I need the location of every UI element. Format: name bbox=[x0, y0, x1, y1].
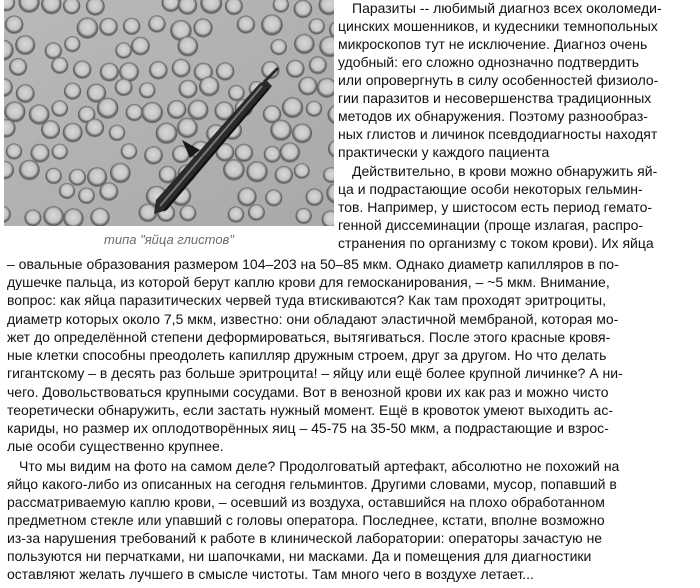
blood-cell bbox=[121, 143, 138, 160]
blood-cell bbox=[115, 78, 133, 96]
text-line: Паразиты -- любимый диагноз всех околомеди- bbox=[352, 0, 662, 16]
blood-cell bbox=[110, 163, 131, 184]
blood-cell bbox=[19, 160, 40, 181]
blood-cell bbox=[141, 102, 163, 124]
text-line: душечке пальца, из которой берут каплю крови для гемосканирования, – ~5 мкм. Внимание, bbox=[7, 274, 610, 290]
blood-cell bbox=[172, 59, 191, 78]
text-line: тов. Например, у шистосом есть период гемато- bbox=[338, 199, 653, 215]
blood-cell bbox=[59, 183, 75, 199]
blood-cell bbox=[73, 61, 92, 80]
blood-cell bbox=[264, 146, 281, 163]
blood-cell bbox=[63, 123, 83, 143]
blood-cell bbox=[24, 210, 41, 227]
blood-cell bbox=[294, 0, 313, 19]
blood-cell bbox=[298, 77, 317, 96]
blood-cell bbox=[51, 100, 68, 117]
blood-cell bbox=[308, 18, 325, 35]
blood-cell bbox=[64, 83, 81, 100]
blood-cell bbox=[52, 144, 68, 160]
blood-cell bbox=[78, 188, 95, 205]
blood-cell bbox=[30, 144, 49, 163]
blood-cell bbox=[282, 97, 303, 118]
blood-cell bbox=[16, 84, 35, 103]
blood-cell bbox=[294, 163, 310, 179]
blood-cell bbox=[223, 159, 245, 181]
blood-cell bbox=[246, 161, 268, 183]
text-line: диаметр которых около 7,5 мкм, известно: они обладают эластичной мембраной, которая мо- bbox=[7, 311, 619, 327]
blood-cell bbox=[280, 142, 301, 163]
text-line: цинских мошенников, и кудесники темнопольных bbox=[338, 18, 658, 34]
figure bbox=[4, 0, 334, 250]
blood-cell bbox=[77, 17, 99, 39]
blood-cell bbox=[179, 80, 198, 99]
text-line: яйцо какого-либо из описанных на сегодня гельминтов. Другими словами, мусор, попавший в bbox=[7, 476, 617, 492]
text-line: жет до определённой степени деформироваться, вытягиваться. После этого красные кровя- bbox=[7, 329, 611, 345]
blood-cell bbox=[99, 182, 118, 201]
blood-cell bbox=[275, 166, 293, 184]
blood-cell bbox=[156, 122, 178, 144]
blood-cell bbox=[294, 34, 315, 55]
blood-cell bbox=[270, 120, 292, 142]
blood-cell bbox=[305, 188, 323, 206]
blood-cell bbox=[295, 208, 311, 224]
blood-cell bbox=[286, 60, 305, 79]
blood-cell bbox=[228, 85, 245, 102]
blood-cell bbox=[265, 189, 282, 206]
blood-cell bbox=[115, 42, 132, 59]
blood-cell bbox=[85, 119, 104, 138]
text-line: предметном стекле или упавший с головы оператора. Последнее, кстати, вполне возможно bbox=[7, 512, 605, 528]
text-line: оставляют желать лучшего в смысле чистоты. Там много чего в воздухе летает... bbox=[7, 566, 534, 582]
blood-cell bbox=[237, 16, 255, 34]
blood-cell bbox=[193, 18, 212, 37]
blood-cell bbox=[177, 36, 198, 57]
blood-cell bbox=[199, 76, 219, 96]
text-line: гигантскому – в десять раз больше эритроцита! – яйцу или ещё более крупной личинке? А ни- bbox=[7, 365, 623, 381]
blood-cell bbox=[15, 35, 35, 55]
blood-cell bbox=[309, 56, 327, 74]
text-line: Что мы видим на фото на самом деле? Продолговатый артефакт, абсолютно не похожий на bbox=[19, 458, 620, 474]
text-line: кариды, но размер их оплодотворённых яиц – 45-75 на 35-50 мкм, а подрастающие и взрос- bbox=[7, 420, 609, 436]
blood-cell bbox=[43, 206, 64, 226]
text-line: методов их обнаружения. Поэтому разнообраз- bbox=[338, 108, 648, 124]
blood-cell bbox=[97, 98, 119, 120]
text-line: странения по организму с током крови). Их яйца bbox=[338, 235, 654, 251]
text-line: ных глистов и личинок псевдодиагносты находят bbox=[338, 126, 658, 142]
text-line: ца и подрастающие особи некоторых гельмин- bbox=[338, 181, 643, 197]
blood-cell bbox=[131, 37, 150, 56]
blood-cell bbox=[248, 204, 265, 221]
blood-cell bbox=[144, 146, 163, 165]
blood-cell bbox=[69, 169, 86, 186]
blood-cell bbox=[180, 205, 197, 222]
blood-cell bbox=[292, 123, 312, 143]
blood-cell bbox=[109, 125, 126, 142]
blood-cell bbox=[99, 18, 118, 37]
blood-cell bbox=[123, 18, 141, 36]
blood-cell bbox=[228, 206, 245, 223]
blood-cell bbox=[237, 187, 256, 206]
blood-cell bbox=[149, 61, 168, 80]
text-line: микроскопов тут не исключение. Диагноз очень bbox=[338, 36, 648, 52]
blood-cell bbox=[188, 100, 209, 121]
blood-cell bbox=[235, 144, 254, 163]
blood-cell bbox=[100, 63, 119, 82]
blood-cell bbox=[5, 15, 24, 34]
text-line: или опровергнуть в силу особенностей физиоло- bbox=[338, 72, 659, 88]
text-line: чего. Довольствоваться крупными сосудами. Вот в венозной крови их как раз и можно чисто bbox=[7, 384, 609, 400]
blood-cell bbox=[41, 120, 60, 139]
blood-cell bbox=[306, 101, 322, 117]
blood-cell bbox=[45, 168, 62, 185]
text-line: пользуются ни перчатками, ни шапочками, ни масками. Да и помещения для диагностики bbox=[7, 548, 592, 564]
text-line: из-за нарушения требований к работе в клинической лаборатории: операторы зачастую не bbox=[7, 530, 603, 546]
blood-cell bbox=[126, 104, 144, 122]
text-line: удобный: его сложно однозначно подтвердить bbox=[338, 54, 640, 70]
blood-cell bbox=[270, 39, 287, 56]
microscope-photo bbox=[4, 0, 334, 226]
blood-cell bbox=[148, 15, 166, 33]
blood-cell bbox=[139, 82, 156, 99]
text-line: рассматриваемую каплю крови, – осевший из воздуха, оставшийся на плохо обработанном bbox=[7, 494, 605, 510]
text-line: ные клетки способны преодолеть капилляр дружным строем, друг за другом. Но что делать bbox=[7, 347, 607, 363]
blood-cell bbox=[177, 118, 198, 139]
blood-cell bbox=[9, 58, 27, 76]
text-line: – овальные образования размером 104–203 на 50–85 мкм. Однако диаметр капилляров в по- bbox=[7, 256, 619, 272]
text-line: практически у каждого пациента bbox=[338, 144, 550, 160]
text-line: лые особи существенно крупнее. bbox=[7, 438, 224, 454]
blood-cell bbox=[51, 57, 68, 74]
blood-cell bbox=[216, 62, 235, 81]
text-line: теоретически обнаружить, если застать нужный момент. Ещё в кровоток умеют выходить ас- bbox=[7, 402, 613, 418]
blood-cell bbox=[261, 14, 283, 36]
text-line: гии паразитов и несовершенства традиционных bbox=[338, 90, 652, 106]
text-line: Действительно, в крови можно обнаружить яй- bbox=[352, 163, 658, 179]
blood-cell bbox=[64, 36, 80, 52]
text-line: вопрос: как яйца паразитических червей туда втискиваются? Как там проходят эритроциты, bbox=[7, 292, 606, 308]
text-line: генной диссеминации (проще излагая, распро- bbox=[338, 217, 644, 233]
blood-cell bbox=[6, 143, 22, 159]
blood-cell bbox=[167, 100, 186, 119]
figure-caption: типа "яйца глистов" bbox=[104, 232, 234, 247]
